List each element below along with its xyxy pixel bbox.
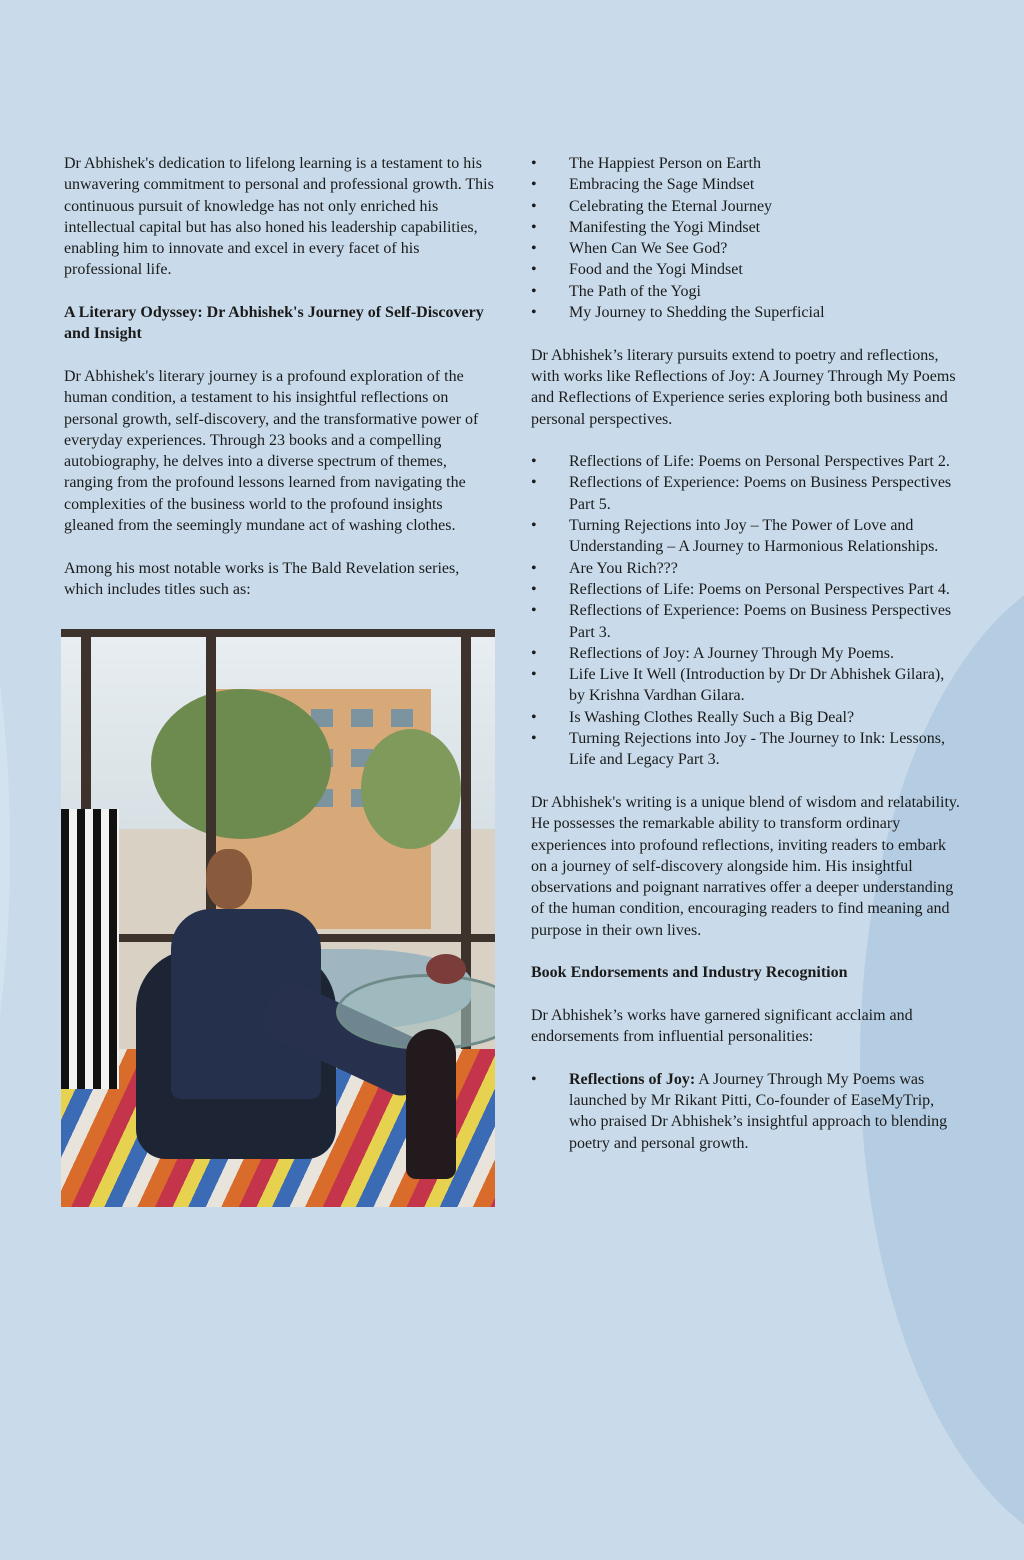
list-item: • My Journey to Shedding the Superficial <box>531 304 825 322</box>
list-item: • Reflections of Experience: Poems on Business Perspectives Part 3. <box>531 602 952 641</box>
list-item: • Is Washing Clothes Really Such a Big Deal? <box>531 708 855 726</box>
writing-style-paragraph: Dr Abhishek's writing is a unique blend of wisdom and relatability. He possesses the remarkable ability to transform ordinary experiences into profound reflections, inviting readers to embark on a journey of self-discovery alongside him. His insightful observations and poignant narratives offer a deeper understanding of the human condition, encouraging readers to find meaning and purpose in their own lives. <box>531 793 960 939</box>
works-list <box>531 451 963 770</box>
background-curve-left <box>0 300 10 1400</box>
list-item: • Food and the Yogi Mindset <box>531 261 743 279</box>
endorsements-paragraph: Dr Abhishek’s works have garnered significant acclaim and endorsements from influential personalities: <box>531 1006 913 1046</box>
bald-revelation-list <box>531 153 963 323</box>
list-item: • Celebrating the Eternal Journey <box>531 197 773 215</box>
left-column <box>64 153 496 600</box>
list-item: • Reflections of Experience: Poems on Business Perspectives Part 5. <box>531 474 952 513</box>
literary-journey-paragraph: Dr Abhishek's literary journey is a profound exploration of the human condition, a testament to his insightful reflections on personal growth, self-discovery, and the transformative power of everyday experiences. Through 23 books and a compelling autobiography, he delves into a diverse spectrum of themes, ranging from the profound lessons learned from navigating the complexities of the business world to the profound insights gleaned from the seemingly mundane act of washing clothes. <box>64 367 479 535</box>
list-item: • The Happiest Person on Earth <box>531 155 761 172</box>
list-item: • Reflections of Life: Poems on Personal Perspectives Part 4. <box>531 580 950 598</box>
notable-works-paragraph: Among his most notable works is The Bald Revelation series, which includes titles such as: <box>64 559 460 598</box>
literary-odyssey-heading: A Literary Odyssey: Dr Abhishek's Journey of Self-Discovery and Insight <box>64 304 484 343</box>
list-item: • Turning Rejections into Joy – The Power of Love and Understanding – A Journey to Harmonious Relationships. <box>531 517 939 556</box>
list-item: • Embracing the Sage Mindset <box>531 176 755 194</box>
poetry-paragraph: Dr Abhishek’s literary pursuits extend to poetry and reflections, with works like Reflections of Joy: A Journey Through My Poems and Reflections of Experience series exploring both business and personal perspectives. <box>531 346 956 428</box>
intro-paragraph: Dr Abhishek's dedication to lifelong learning is a testament to his unwavering commitment to personal and professional growth. This continuous pursuit of knowledge has not only enriched his intellectual capital but has also honed his leadership capabilities, enabling him to innovate and excel in every facet of his professional life. <box>64 155 494 279</box>
endorsements-list <box>531 1069 963 1154</box>
list-item: • When Can We See God? <box>531 240 728 258</box>
list-item: • Are You Rich??? <box>531 559 678 577</box>
list-item: • Reflections of Joy: A Journey Through My Poems. <box>531 644 895 662</box>
list-item: • Manifesting the Yogi Mindset <box>531 218 761 236</box>
list-item: • The Path of the Yogi <box>531 282 701 300</box>
list-item: • Reflections of Life: Poems on Personal Perspectives Part 2. <box>531 453 950 471</box>
list-item: • Turning Rejections into Joy - The Journey to Ink: Lessons, Life and Legacy Part 3. <box>531 730 945 769</box>
right-column <box>531 153 963 1154</box>
list-item: • Life Live It Well (Introduction by Dr Dr Abhishek Gilara), by Krishna Vardhan Gilara. <box>531 666 945 705</box>
endorsements-heading: Book Endorsements and Industry Recognition <box>531 964 848 982</box>
list-item: • Reflections of Joy: A Journey Through My Poems was launched by Mr Rikant Pitti, Co-founder of EaseMyTrip, who praised Dr Abhishek’s insightful approach to blending poetry and personal growth. <box>531 1070 948 1152</box>
portrait-photo <box>61 629 495 1207</box>
